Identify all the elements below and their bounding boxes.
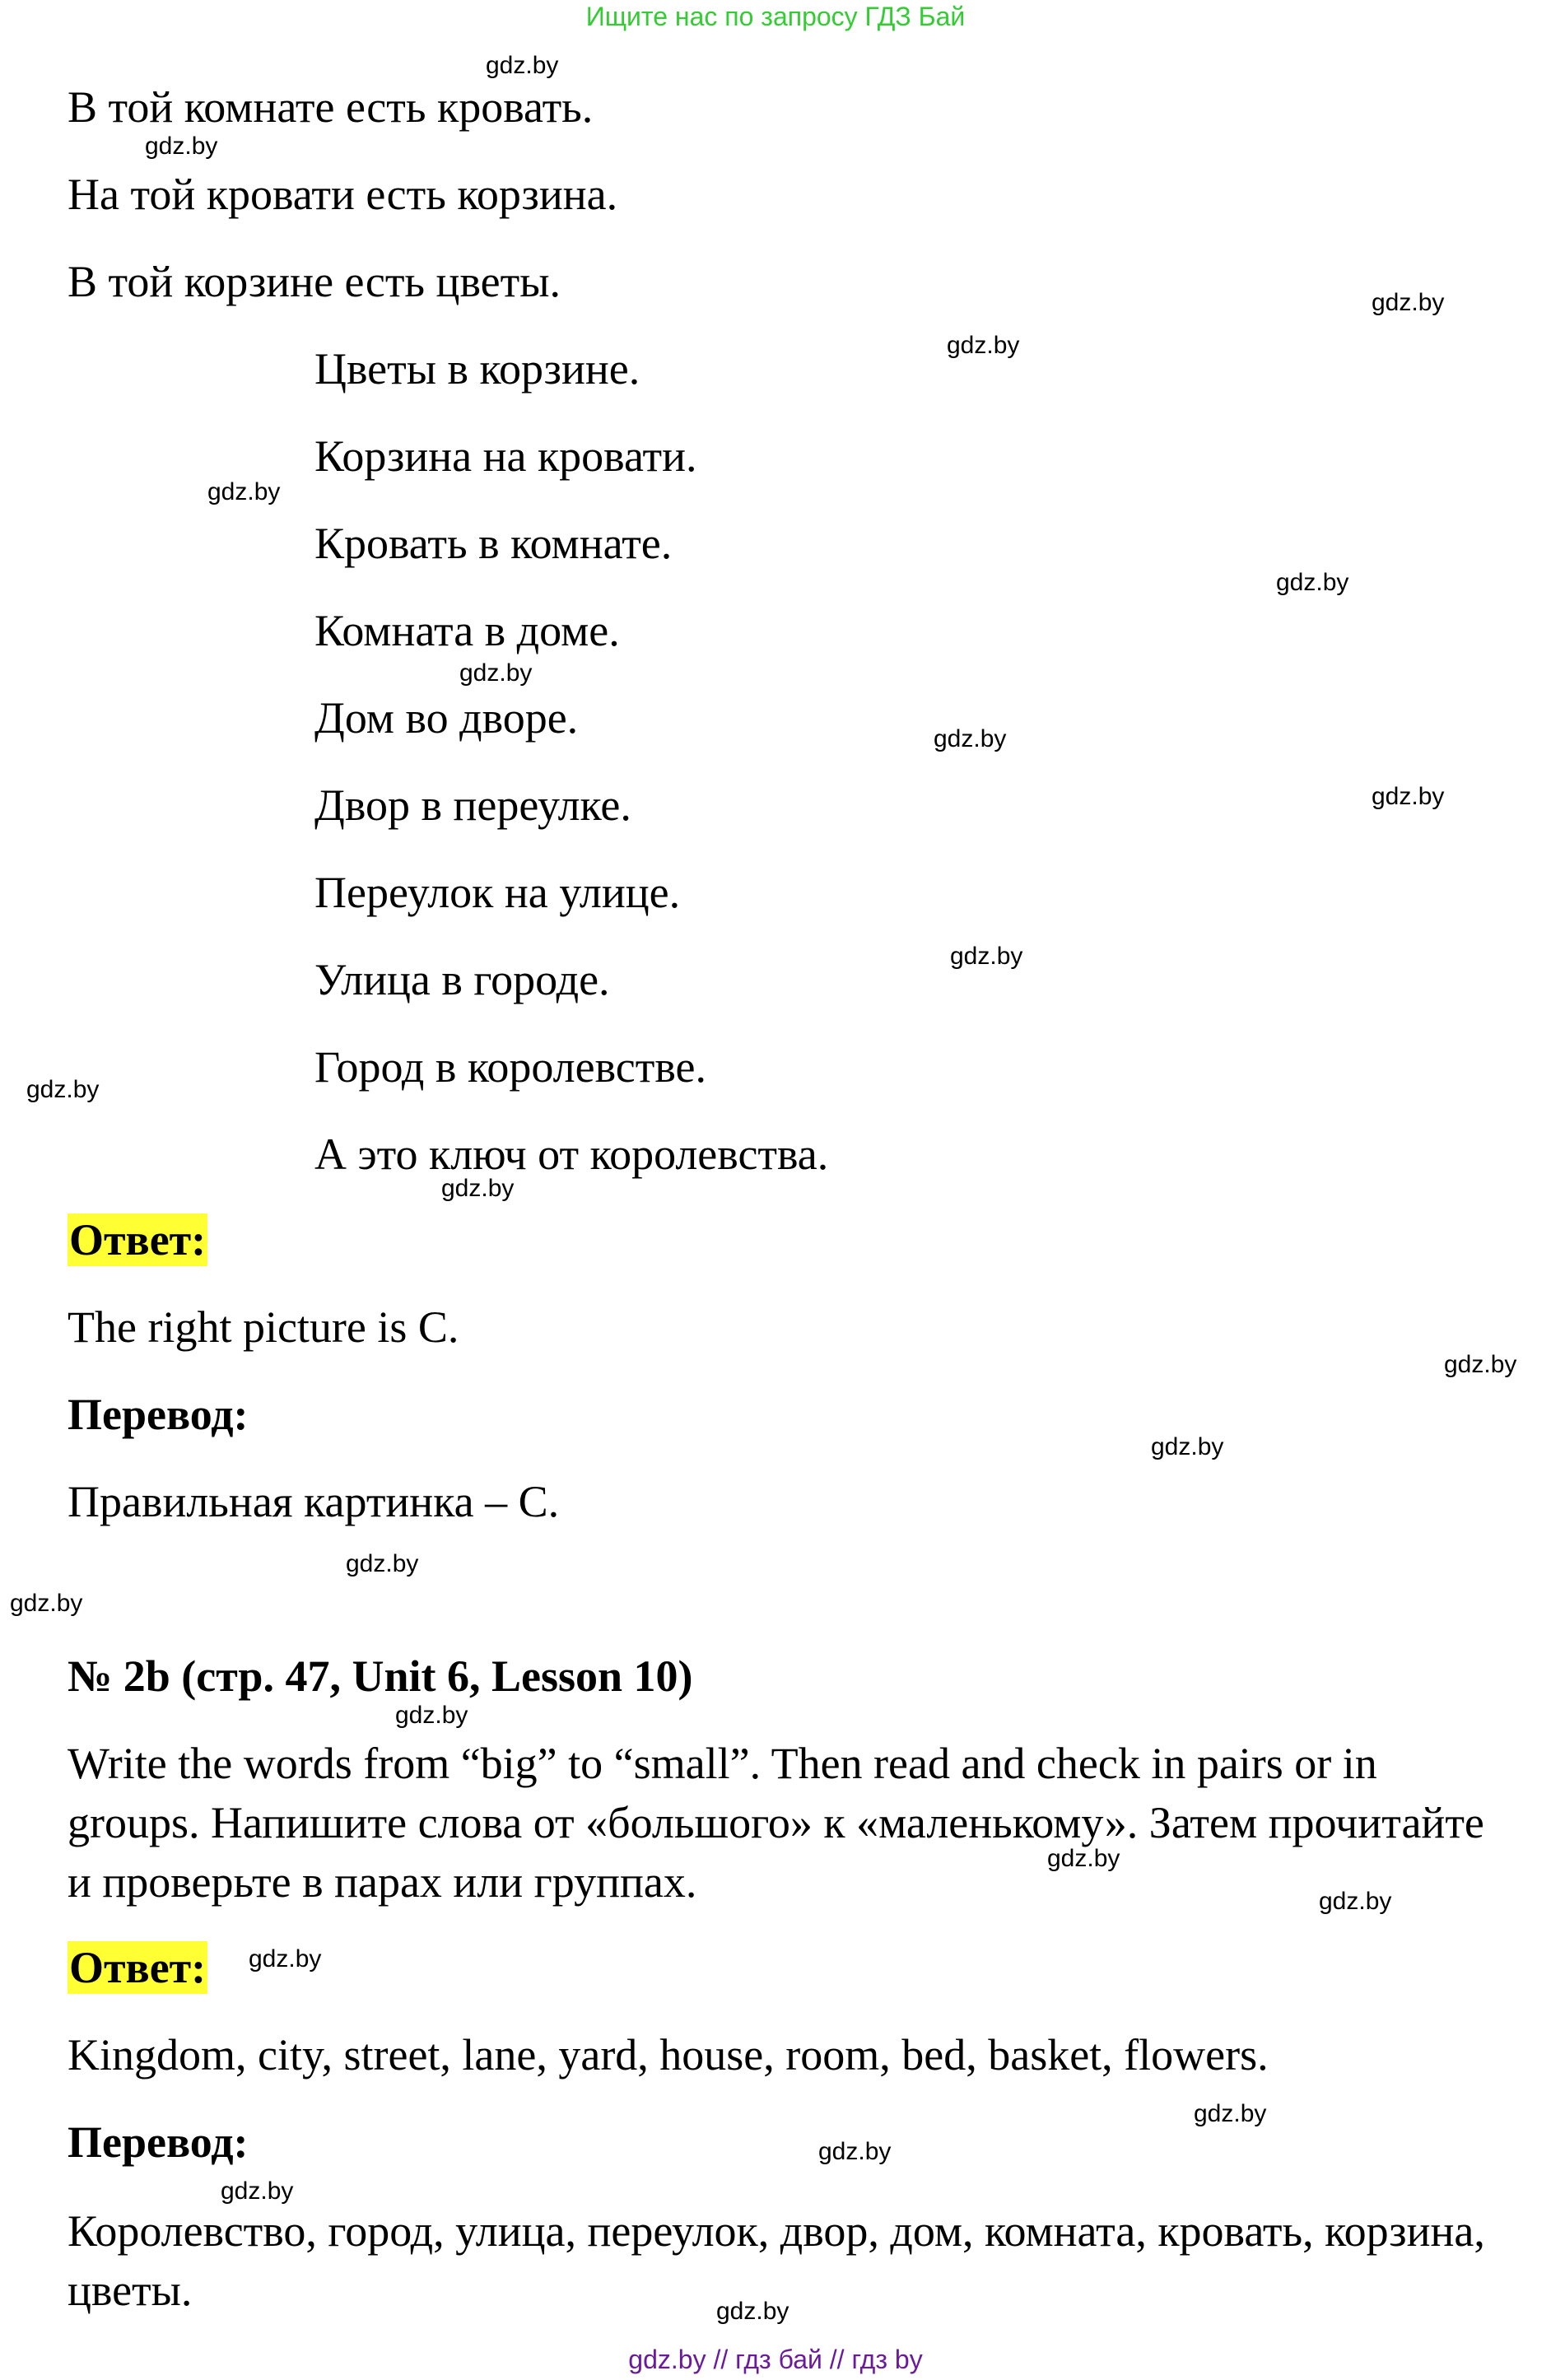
exercise-task-2b: Write the words from “big” to “small”. Then read and check in pairs or in groups. Напишите слова от «большого» к «маленькому». Затем прочитайте и проверьте в парах или группах.	[68, 1739, 1484, 1907]
watermark: gdz.by	[1194, 2100, 1267, 2127]
watermark: gdz.by	[934, 725, 1007, 752]
watermark: gdz.by	[346, 1550, 419, 1577]
poem-intro-line-3: В той корзине есть цветы.	[68, 257, 561, 306]
poem-chain-line-7: Переулок на улице.	[314, 868, 681, 917]
poem-chain-line-5: Дом во дворе.	[314, 693, 579, 743]
poem-chain-line-2: Корзина на кровати.	[314, 431, 697, 481]
answer-label-highlight-2: Ответ:	[69, 1943, 207, 1992]
watermark: gdz.by	[1372, 289, 1445, 316]
watermark: gdz.by	[395, 1702, 468, 1729]
watermark: gdz.by	[459, 659, 533, 687]
watermark: gdz.by	[818, 2138, 892, 2165]
poem-intro-line-2: На той кровати есть корзина.	[68, 170, 618, 219]
answer-label-1	[68, 1213, 207, 1266]
watermark: gdz.by	[486, 52, 559, 79]
poem-intro-line-1: В той комнате есть кровать.	[68, 82, 594, 132]
top-banner[interactable]: Ищите нас по запросу ГДЗ Бай	[585, 2, 966, 31]
answer-text-2: Kingdom, city, street, lane, yard, house, room, bed, basket, flowers.	[68, 2030, 1269, 2080]
translation-text-2: Королевство, город, улица, переулок, двор, дом, комната, кровать, корзина, цветы.	[68, 2206, 1485, 2315]
watermark: gdz.by	[1372, 783, 1445, 810]
poem-chain-line-4: Комната в доме.	[314, 606, 620, 655]
watermark: gdz.by	[10, 1590, 83, 1617]
poem-chain-line-6: Двор в переулке.	[314, 780, 631, 830]
poem-chain-line-1: Цветы в корзине.	[314, 344, 640, 394]
watermark: gdz.by	[1276, 569, 1349, 596]
answer-label-2	[68, 1941, 207, 1994]
watermark: gdz.by	[950, 943, 1023, 970]
answer-text-1: The right picture is C.	[68, 1302, 459, 1352]
translation-label-1: Перевод:	[68, 1390, 249, 1439]
watermark: gdz.by	[716, 2298, 789, 2325]
watermark: gdz.by	[249, 1945, 322, 1972]
answer-label-highlight-1: Ответ:	[69, 1215, 207, 1265]
watermark: gdz.by	[145, 133, 218, 160]
watermark: gdz.by	[947, 332, 1020, 359]
watermark: gdz.by	[26, 1076, 100, 1103]
watermark: gdz.by	[1151, 1433, 1224, 1460]
watermark: gdz.by	[1047, 1845, 1120, 1872]
poem-chain-line-10: А это ключ от королевства.	[314, 1129, 829, 1179]
watermark: gdz.by	[207, 478, 281, 505]
poem-chain-line-3: Кровать в комнате.	[314, 519, 673, 568]
watermark: gdz.by	[1444, 1351, 1517, 1378]
watermark: gdz.by	[441, 1175, 515, 1202]
watermark: gdz.by	[1319, 1888, 1392, 1915]
poem-chain-line-8: Улица в городе.	[314, 955, 610, 1004]
translation-label-2: Перевод:	[68, 2117, 249, 2167]
footer-links[interactable]: gdz.by // гдз бай // гдз by	[628, 2345, 923, 2374]
exercise-heading-2b: № 2b (стр. 47, Unit 6, Lesson 10)	[68, 1651, 693, 1701]
poem-chain-line-9: Город в королевстве.	[314, 1042, 706, 1092]
watermark: gdz.by	[221, 2177, 294, 2205]
translation-text-1: Правильная картинка – С.	[68, 1477, 560, 1526]
